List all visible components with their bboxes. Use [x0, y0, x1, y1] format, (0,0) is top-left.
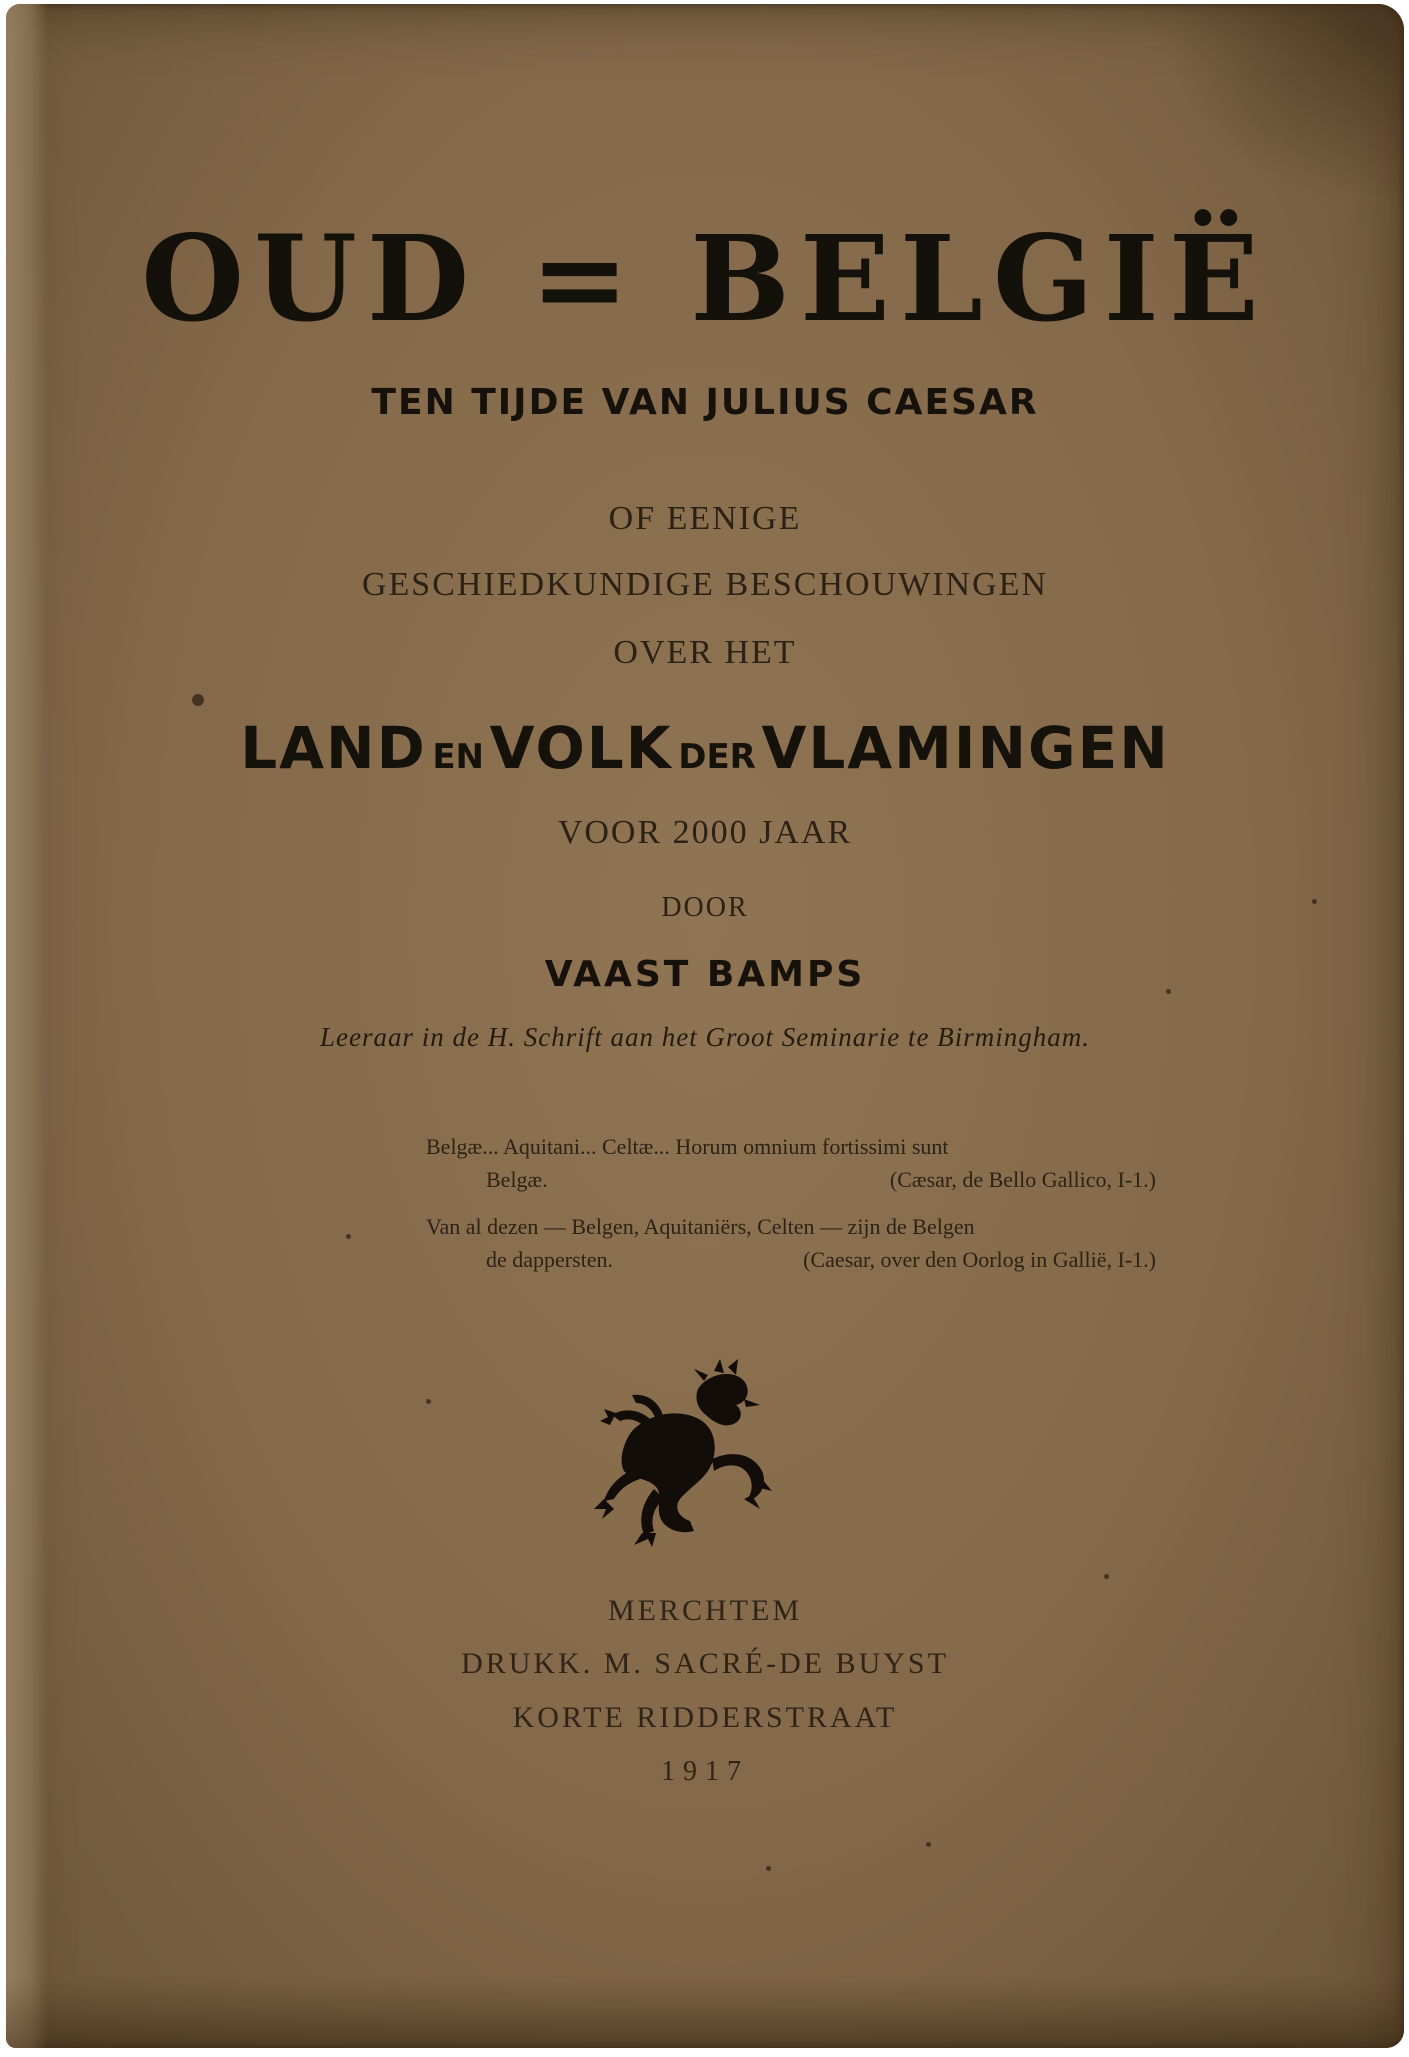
paper-speck: [766, 1866, 771, 1871]
author-name: VAAST BAMPS: [544, 954, 866, 995]
book-cover: [6, 4, 1404, 2048]
book-title: OUD = BELGIË: [141, 209, 1269, 348]
latin-quote-line-1: Belgæ... Aquitani... Celtæ... Horum omnium fortissimi sunt: [426, 1134, 949, 1159]
heading-en: EN: [432, 737, 484, 777]
subtitle-line-1: OF EENIGE: [608, 500, 802, 537]
heading-der: DER: [678, 737, 756, 777]
subtitle-line-3: OVER HET: [613, 634, 797, 671]
dutch-quote-line-2: [426, 1243, 1156, 1276]
latin-quote-source: (Cæsar, de Bello Gallico, I-1.): [889, 1167, 1156, 1192]
latin-quote-line-2: [426, 1163, 1156, 1196]
paper-speck: [926, 1842, 931, 1847]
publication-year: 1917: [661, 1756, 749, 1787]
author-title: Leeraar in de H. Schrift aan het Groot Seminarie te Birmingham.: [320, 1022, 1090, 1052]
dutch-quote-source: (Caesar, over den Oorlog in Gallië, I-1.): [803, 1247, 1156, 1272]
heading-volk: VOLK: [489, 714, 673, 782]
paper-speck: [1312, 899, 1317, 904]
book-subtitle: TEN TIJDE VAN JULIUS CAESAR: [371, 382, 1039, 423]
paper-speck: [346, 1234, 351, 1239]
by-line: DOOR: [661, 892, 749, 923]
dutch-quote-end: de dappersten.: [486, 1247, 614, 1272]
paper-speck: [192, 694, 204, 706]
dutch-quote: [426, 1210, 1156, 1276]
main-heading: [6, 714, 1404, 782]
paper-speck: [1166, 989, 1171, 994]
latin-quote-end: Belgæ.: [486, 1167, 548, 1192]
dutch-quote-line-1: Van al dezen — Belgen, Aquitaniërs, Celten — zijn de Belgen: [426, 1214, 975, 1239]
publisher-street: KORTE RIDDERSTRAAT: [512, 1701, 898, 1734]
publisher-city: MERCHTEM: [607, 1594, 802, 1627]
heading-land: LAND: [240, 714, 427, 782]
publisher-name: DRUKK. M. SACRÉ-DE BUYST: [461, 1647, 949, 1680]
latin-quote: [426, 1130, 1156, 1196]
corner-stain: [1164, 4, 1404, 204]
paper-speck: [426, 1399, 431, 1404]
date-line: VOOR 2000 JAAR: [557, 814, 853, 851]
flemish-lion-icon: [594, 1359, 776, 1547]
bottom-wear: [6, 1978, 1404, 2048]
subtitle-line-2: GESCHIEDKUNDIGE BESCHOUWINGEN: [361, 566, 1048, 603]
paper-speck: [1104, 1574, 1109, 1579]
heading-vlamingen: VLAMINGEN: [761, 714, 1170, 782]
